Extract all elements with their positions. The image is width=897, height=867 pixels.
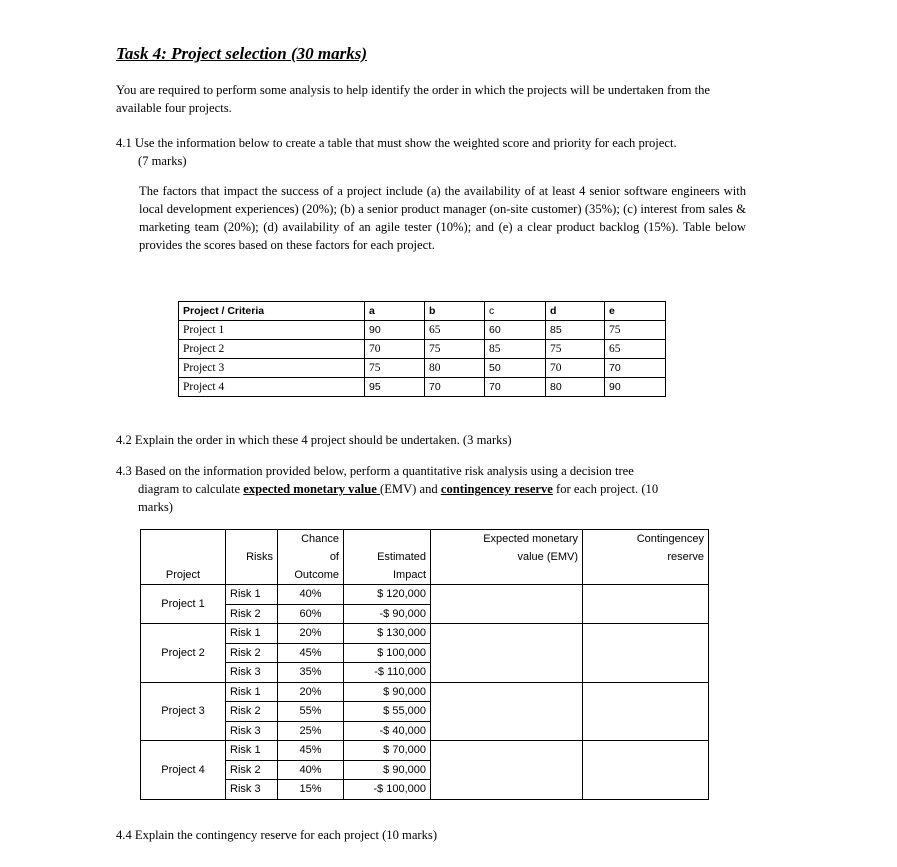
- score-b: 80: [425, 359, 485, 378]
- header-chance-3: Outcome: [294, 569, 339, 581]
- score-c: 60: [485, 321, 546, 340]
- impact-value: -$ 90,000: [344, 604, 431, 624]
- impact-value: $ 100,000: [344, 643, 431, 663]
- chance-value: 40%: [278, 760, 344, 780]
- header-a: a: [365, 302, 425, 321]
- score-e: 75: [605, 321, 666, 340]
- contingency-term: contingencey reserve: [440, 482, 553, 496]
- impact-value: $ 130,000: [344, 624, 431, 644]
- score-c: 50: [485, 359, 546, 378]
- project-name: Project 1: [179, 321, 365, 340]
- question-4-3-line2: [116, 480, 716, 498]
- table-row: [141, 585, 709, 605]
- chance-value: 40%: [278, 585, 344, 605]
- header-chance: [278, 530, 344, 585]
- header-risks: Risks: [226, 530, 278, 585]
- risk-table: [140, 529, 709, 800]
- risk-label: Risk 2: [226, 604, 278, 624]
- score-a: 70: [365, 340, 425, 359]
- header-project-criteria: Project / Criteria: [179, 302, 365, 321]
- header-chance-1: Chance: [301, 533, 339, 545]
- chance-value: 45%: [278, 741, 344, 761]
- impact-value: -$ 110,000: [344, 663, 431, 683]
- header-emv-2: value (EMV): [517, 551, 578, 563]
- header-impact: [344, 530, 431, 585]
- header-reserve-1: Contingencey: [636, 533, 704, 545]
- project-name: Project 4: [179, 378, 365, 397]
- table-row: [179, 378, 666, 397]
- risk-label: Risk 3: [226, 780, 278, 800]
- impact-value: $ 70,000: [344, 741, 431, 761]
- reserve-cell[interactable]: [583, 585, 709, 624]
- emv-term: expected monetary value: [243, 482, 380, 496]
- project-name: Project 2: [179, 340, 365, 359]
- factors-paragraph: The factors that impact the success of a project include (a) the availability of at least 4 senior software engineers with local development experiences) (20%); (b) a senior product manager (on-site customer) (35%); (c) interest from sales & marketing team (20%); (d) availability of an agile tester (10%); and (e) a clear product backlog (15%). Table below provides the scores based on these factors for each project.: [139, 184, 746, 252]
- score-a: 75: [365, 359, 425, 378]
- score-c: 85: [485, 340, 546, 359]
- question-4-2: 4.2 Explain the order in which these 4 project should be undertaken. (3 marks): [116, 433, 512, 447]
- chance-value: 55%: [278, 702, 344, 722]
- risk-table-header: [141, 530, 709, 585]
- emv-cell[interactable]: [431, 682, 583, 741]
- question-4-1: [116, 134, 748, 170]
- score-e: 70: [605, 359, 666, 378]
- score-table: [178, 301, 666, 397]
- table-row: [141, 624, 709, 644]
- header-reserve: [583, 530, 709, 585]
- impact-value: $ 55,000: [344, 702, 431, 722]
- header-impact-1: Estimated: [377, 551, 426, 563]
- table-row: [141, 682, 709, 702]
- header-chance-2: of: [329, 551, 339, 563]
- impact-value: -$ 40,000: [344, 721, 431, 741]
- question-4-3: [116, 462, 716, 516]
- chance-value: 45%: [278, 643, 344, 663]
- intro-paragraph: You are required to perform some analysis to help identify the order in which the projects will be undertaken from the available four projects.: [116, 83, 710, 115]
- reserve-cell[interactable]: [583, 682, 709, 741]
- risk-label: Risk 1: [226, 624, 278, 644]
- project-name: Project 2: [141, 624, 226, 683]
- project-name: Project 4: [141, 741, 226, 800]
- q43-text: diagram to calculate: [138, 482, 244, 496]
- chance-value: 35%: [278, 663, 344, 683]
- question-4-3-line3: marks): [138, 500, 173, 514]
- risk-label: Risk 1: [226, 741, 278, 761]
- table-row: [141, 741, 709, 761]
- project-name: Project 3: [179, 359, 365, 378]
- risk-label: Risk 1: [226, 585, 278, 605]
- impact-value: $ 90,000: [344, 760, 431, 780]
- score-d: 75: [546, 340, 605, 359]
- header-emv: [431, 530, 583, 585]
- chance-value: 15%: [278, 780, 344, 800]
- project-name: Project 1: [141, 585, 226, 624]
- risk-label: Risk 2: [226, 643, 278, 663]
- header-impact-2: Impact: [392, 569, 426, 581]
- table-row: [179, 340, 666, 359]
- reserve-cell[interactable]: [583, 624, 709, 683]
- score-b: 65: [425, 321, 485, 340]
- header-project: Project: [141, 530, 226, 585]
- score-b: 70: [425, 378, 485, 397]
- question-4-1-line1: 4.1 Use the information below to create a table that must show the weighted score and priority for each project.: [116, 136, 677, 150]
- score-b: 75: [425, 340, 485, 359]
- question-4-4: 4.4 Explain the contingency reserve for each project (10 marks): [116, 828, 438, 842]
- question-4-3-line1: 4.3 Based on the information provided below, perform a quantitative risk analysis using a decision tree: [116, 464, 634, 478]
- score-a: 90: [365, 321, 425, 340]
- chance-value: 25%: [278, 721, 344, 741]
- chance-value: 60%: [278, 604, 344, 624]
- table-row: [179, 321, 666, 340]
- risk-label: Risk 2: [226, 760, 278, 780]
- impact-value: $ 120,000: [344, 585, 431, 605]
- score-d: 70: [546, 359, 605, 378]
- chance-value: 20%: [278, 682, 344, 702]
- emv-cell[interactable]: [431, 585, 583, 624]
- risk-label: Risk 3: [226, 663, 278, 683]
- score-e: 90: [605, 378, 666, 397]
- emv-cell[interactable]: [431, 741, 583, 800]
- score-d: 80: [546, 378, 605, 397]
- risk-label: Risk 2: [226, 702, 278, 722]
- score-c: 70: [485, 378, 546, 397]
- chance-value: 20%: [278, 624, 344, 644]
- task-title: Task 4: Project selection (30 marks): [116, 44, 368, 63]
- header-d: d: [546, 302, 605, 321]
- header-e: e: [605, 302, 666, 321]
- reserve-cell[interactable]: [583, 741, 709, 800]
- score-table-header: [179, 302, 666, 321]
- emv-cell[interactable]: [431, 624, 583, 683]
- risk-label: Risk 3: [226, 721, 278, 741]
- question-4-1-marks: (7 marks): [138, 154, 187, 168]
- header-emv-1: Expected monetary: [483, 533, 578, 545]
- risk-label: Risk 1: [226, 682, 278, 702]
- header-b: b: [425, 302, 485, 321]
- impact-value: -$ 100,000: [344, 780, 431, 800]
- q43-text: for each project. (10: [552, 482, 659, 496]
- score-d: 85: [546, 321, 605, 340]
- q43-text: (EMV) and: [380, 482, 441, 496]
- impact-value: $ 90,000: [344, 682, 431, 702]
- score-e: 65: [605, 340, 666, 359]
- header-c: c: [485, 302, 546, 321]
- score-a: 95: [365, 378, 425, 397]
- project-name: Project 3: [141, 682, 226, 741]
- table-row: [179, 359, 666, 378]
- header-reserve-2: reserve: [667, 551, 704, 563]
